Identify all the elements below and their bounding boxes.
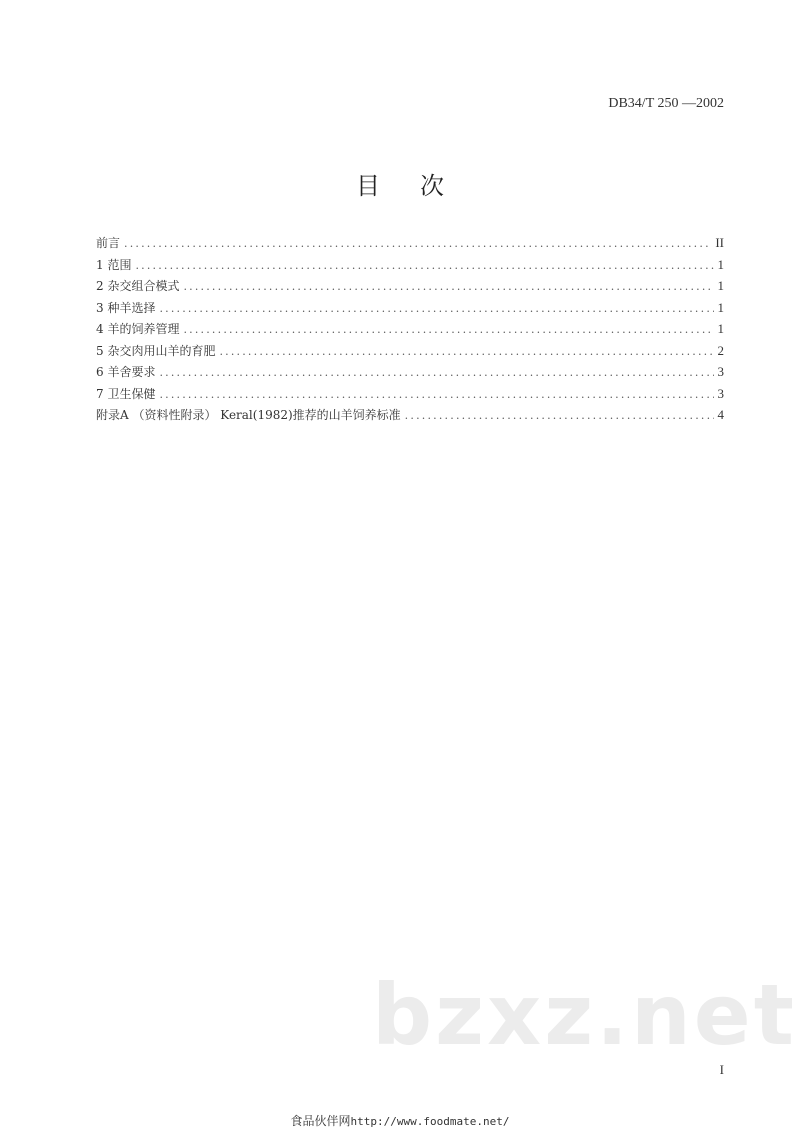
dot-leader bbox=[159, 362, 713, 384]
page-number: I bbox=[719, 1062, 724, 1077]
toc-entry-label: 6 羊舍要求 bbox=[96, 365, 156, 379]
toc-entry-label: 附录A （资料性附录） Keral(1982)推荐的山羊饲养标准 bbox=[96, 408, 401, 422]
toc-entry-page: 1 bbox=[717, 278, 724, 293]
toc-entry-page: II bbox=[715, 235, 724, 250]
dot-leader bbox=[183, 319, 713, 341]
toc-entry-page: 2 bbox=[717, 342, 724, 358]
dot-leader bbox=[135, 255, 713, 277]
footer-url-link[interactable]: http://www.foodmate.net/ bbox=[350, 1115, 510, 1128]
page-title: 目次 bbox=[356, 172, 484, 200]
watermark: bzxz.net bbox=[372, 966, 797, 1064]
standard-code: DB34/T 250 —2002 bbox=[608, 96, 724, 111]
toc-entry-page: 1 bbox=[717, 321, 724, 336]
toc-entry-page: 3 bbox=[717, 385, 724, 401]
toc-entry-page: 1 bbox=[717, 256, 724, 272]
toc-entry-page: 3 bbox=[717, 364, 724, 379]
toc-entry-appendix-a[interactable] bbox=[96, 404, 724, 426]
toc-entry-feeding-management[interactable] bbox=[96, 318, 724, 340]
toc-entry-label: 1 范围 bbox=[96, 257, 132, 272]
toc-entry-fattening[interactable] bbox=[96, 340, 724, 362]
toc-entry-crossbreeding-mode[interactable] bbox=[96, 275, 724, 297]
footer-site-name: 食品伙伴网 bbox=[290, 1114, 351, 1128]
toc-entry-health-care[interactable] bbox=[96, 383, 724, 405]
toc-entry-label: 5 杂交肉用山羊的育肥 bbox=[96, 343, 216, 358]
toc-entry-label: 前言 bbox=[96, 236, 121, 250]
dot-leader bbox=[219, 341, 713, 363]
dot-leader bbox=[159, 384, 713, 406]
toc-entry-label: 7 卫生保健 bbox=[96, 386, 156, 401]
dot-leader bbox=[405, 405, 714, 427]
toc-entry-breeding-sheep-selection[interactable] bbox=[96, 297, 724, 319]
toc-entry-label: 4 羊的饲养管理 bbox=[96, 322, 180, 336]
dot-leader bbox=[183, 276, 713, 298]
toc-entry-page: 4 bbox=[717, 407, 724, 422]
toc-entry-label: 2 杂交组合模式 bbox=[96, 279, 180, 293]
dot-leader bbox=[159, 298, 713, 320]
toc-entry-foreword[interactable] bbox=[96, 232, 724, 254]
footer bbox=[0, 1112, 800, 1129]
toc-entry-label: 3 种羊选择 bbox=[96, 300, 156, 315]
dot-leader bbox=[124, 233, 711, 255]
toc-entry-page: 1 bbox=[717, 299, 724, 315]
table-of-contents bbox=[96, 232, 724, 426]
toc-entry-scope[interactable] bbox=[96, 254, 724, 276]
toc-entry-sheep-house[interactable] bbox=[96, 361, 724, 383]
